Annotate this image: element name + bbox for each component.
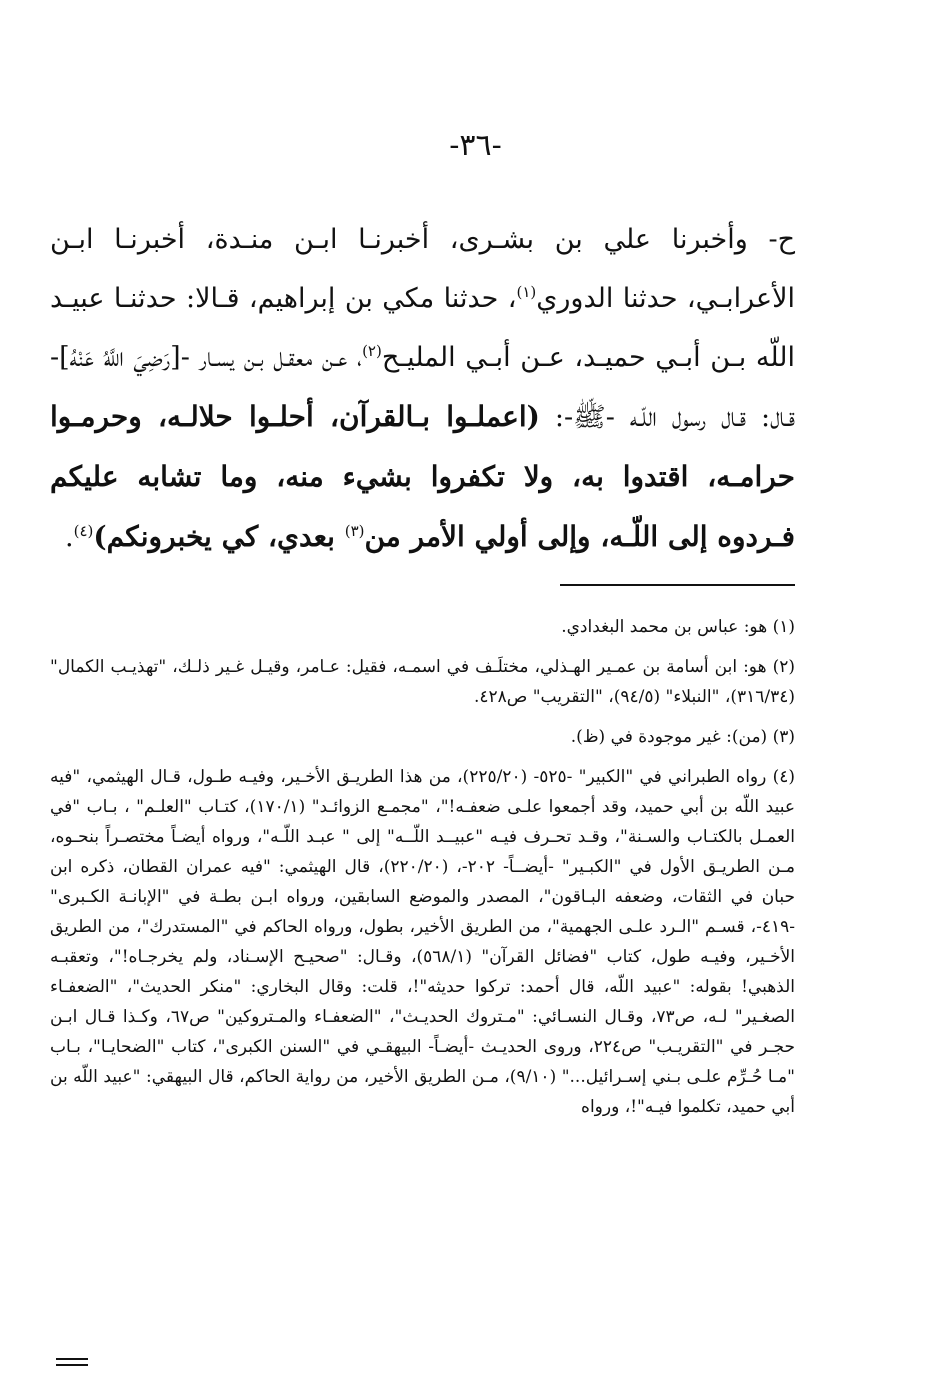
isnad-text-3: ، عـن معقـل بـن يسـار -[رَضِيَ اللَّهُ عَنْهُ]- قـال: قـال رسول اللّـه -ﷺ-: xyxy=(50,342,795,433)
isnad-text-2: ، حدثنا مكي بن إبراهيم، قـالا: حدثنـا عبيـد اللّه بـن أبـي حميـد، عـن أبـي المليـح xyxy=(50,283,795,373)
footnotes xyxy=(50,612,795,1132)
footnote-1: (١) هو: عباس بن محمد البغدادي. xyxy=(561,617,795,637)
hadith-text-2: بعدي، كي يخبرونكم) xyxy=(93,520,345,553)
hadith-paragraph xyxy=(50,210,795,567)
footnote-ref-2: (٢) xyxy=(362,342,382,360)
footnote-4: (٤) رواه الطبراني في "الكبير" -٥٢٥- (٢٢٥/٢٠)، من هذا الطريـق الأخـير، وفيـه طـول، قـال الهيثمي، "فيه عبيد اللّه بن أبي حميد، وقد أجمعوا علـى ضعفـه!"، "مجمـع الزوائـد" (١٧٠/١)، كتـاب "العلـم" ، بـاب "في العمـل بالكتـاب والسـنة"، وقـد تحـرف فيـه "عبيــد اللّــه" إلى " عبـد اللّـه"، ورواه أيضـاً مختصـراً بنحـوه، مـن الطريـق الأول في "الكبـير" -أيضــاً- ٢٠٢-، (٢٢٠/٢٠)، قال الهيثمي: "فيه عمران القطان، ذكره ابن حبان في الثقات، وضعفه البـاقون"، المصدر والموضع السابقين، ورواه ابـن بطـة في "الإبانـة الكـبرى" -٤١٩-، قسـم "الـرد علـى الجهمية"، من الطريق الأخير، بطول، ورواه الحاكم في "المستدرك"، من الطريق الأخـير، وفيـه طول، كتاب "فضائل القرآن" (٥٦٨/١)، وقـال: "صحيـح الإسـناد، ولم يخرجـاه!"، وتعقبـه الذهبي! بقوله: "عبيد اللّه، قال أحمد: تركوا حديثه"!، قلت: وقال البخاري: "منكر الحديث"، "الضعفـاء الصغـير" لـه، ص٧٣، وقـال النسـائي: "مـتروك الحديـث"، "الضعفـاء والمـتروكين" ص٦٧، وكـذا قـال ابـن حجـر في "التقريـب" ص٢٢٤، وروى الحديـث -أيضـاً- البيهقـي في "السنن الكبرى"، كتاب "الضحايـا"، بـاب "مـا حُـرِّم علـى بـني إسـرائيل..." (٩/١٠)، مـن الطريق الأخير، من رواية الحاكم، قال البيهقي: "عبيد اللّه بن أبي حميد، تكلموا فيـه"!، ورواه xyxy=(50,767,796,1117)
footnote-divider xyxy=(560,584,795,586)
hadith-text-1: (اعملـوا بـالقرآن، أحلـوا حلالـه، وحرمـوا حرامـه، اقتدوا به، ولا تكفروا بشيء منه، وما تشابه عليكم فـردوه إلى اللّـه، وإلى أولي الأمر من xyxy=(50,400,795,553)
footnote-3: (٣) (من): غير موجودة في (ظ). xyxy=(570,727,795,747)
footnote-ref-4: (٤) xyxy=(73,522,94,540)
footnote-ref-1: (١) xyxy=(516,283,537,301)
footnote-2: (٢) هو: ابن أسامة بن عمـير الهـذلي، مختلَـف في اسمـه، فقيل: عـامر، وقيـل غـير ذلـك، "تهذيـب الكمال" (٣١٦/٣٤)، "النبلاء" (٩٤/٥)، "التقريب" ص٤٢٨. xyxy=(50,657,795,707)
continuation-mark xyxy=(52,1354,92,1370)
main-text xyxy=(50,210,795,567)
page-number: -٣٦- xyxy=(449,128,502,163)
hadith-end: . xyxy=(65,522,74,553)
footnote-ref-3: (٣) xyxy=(344,522,365,540)
isnad-text-1: ح- وأخبرنا علي بن بشـرى، أخبرنـا ابـن منـدة، أخبرنـا ابـن الأعرابـي، حدثنا الدوري xyxy=(50,224,795,314)
